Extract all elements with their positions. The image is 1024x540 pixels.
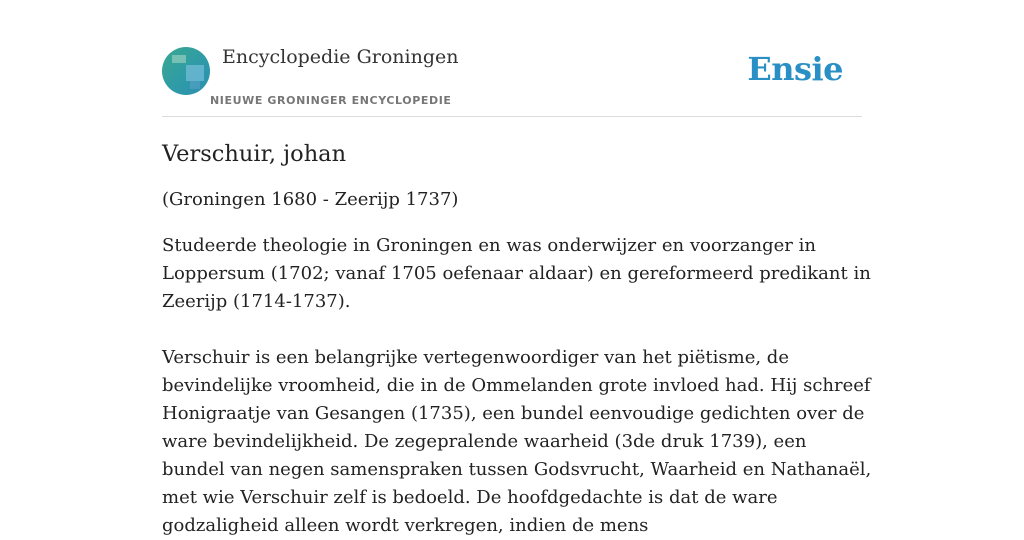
article-lifespan: (Groningen 1680 - Zeerijp 1737): [162, 189, 459, 210]
article-paragraph: Studeerde theologie in Groningen en was onderwijzer en voorzanger in Loppersum (1702; vanaf 1705 oefenaar aldaar) en gereformeerd predikant in Zeerijp (1714-1737).: [162, 235, 871, 312]
article-title: Verschuir, johan: [162, 141, 347, 167]
logo-detail: [186, 65, 204, 81]
article-paragraph: Verschuir is een belangrijke vertegenwoordiger van het piëtisme, de bevindelijke vroomheid, die in de Ommelanden grote invloed had. Hij schreef Honigraatje van Gesangen (1735), een bundel eenvoudige gedichten over de ware bevindelijkheid. De zegepralende waarheid (3de druk 1739), een bundel van negen samenspraken tussen Godsvrucht, Waarheid en Nathanaël, met wie Verschuir zelf is bedoeld. De hoofdgedachte is dat de ware godzaligheid alleen wordt verkregen, indien de mens: [162, 347, 872, 536]
logo-detail: [190, 81, 200, 89]
article: [162, 136, 872, 540]
site-subtitle: NIEUWE GRONINGER ENCYCLOPEDIE: [210, 94, 452, 107]
logo-detail: [172, 55, 186, 63]
brand-logo-link[interactable]: Ensie: [747, 50, 843, 88]
site-logo[interactable]: [162, 47, 210, 95]
site-header: [162, 40, 862, 117]
site-title[interactable]: Encyclopedie Groningen: [222, 46, 459, 68]
